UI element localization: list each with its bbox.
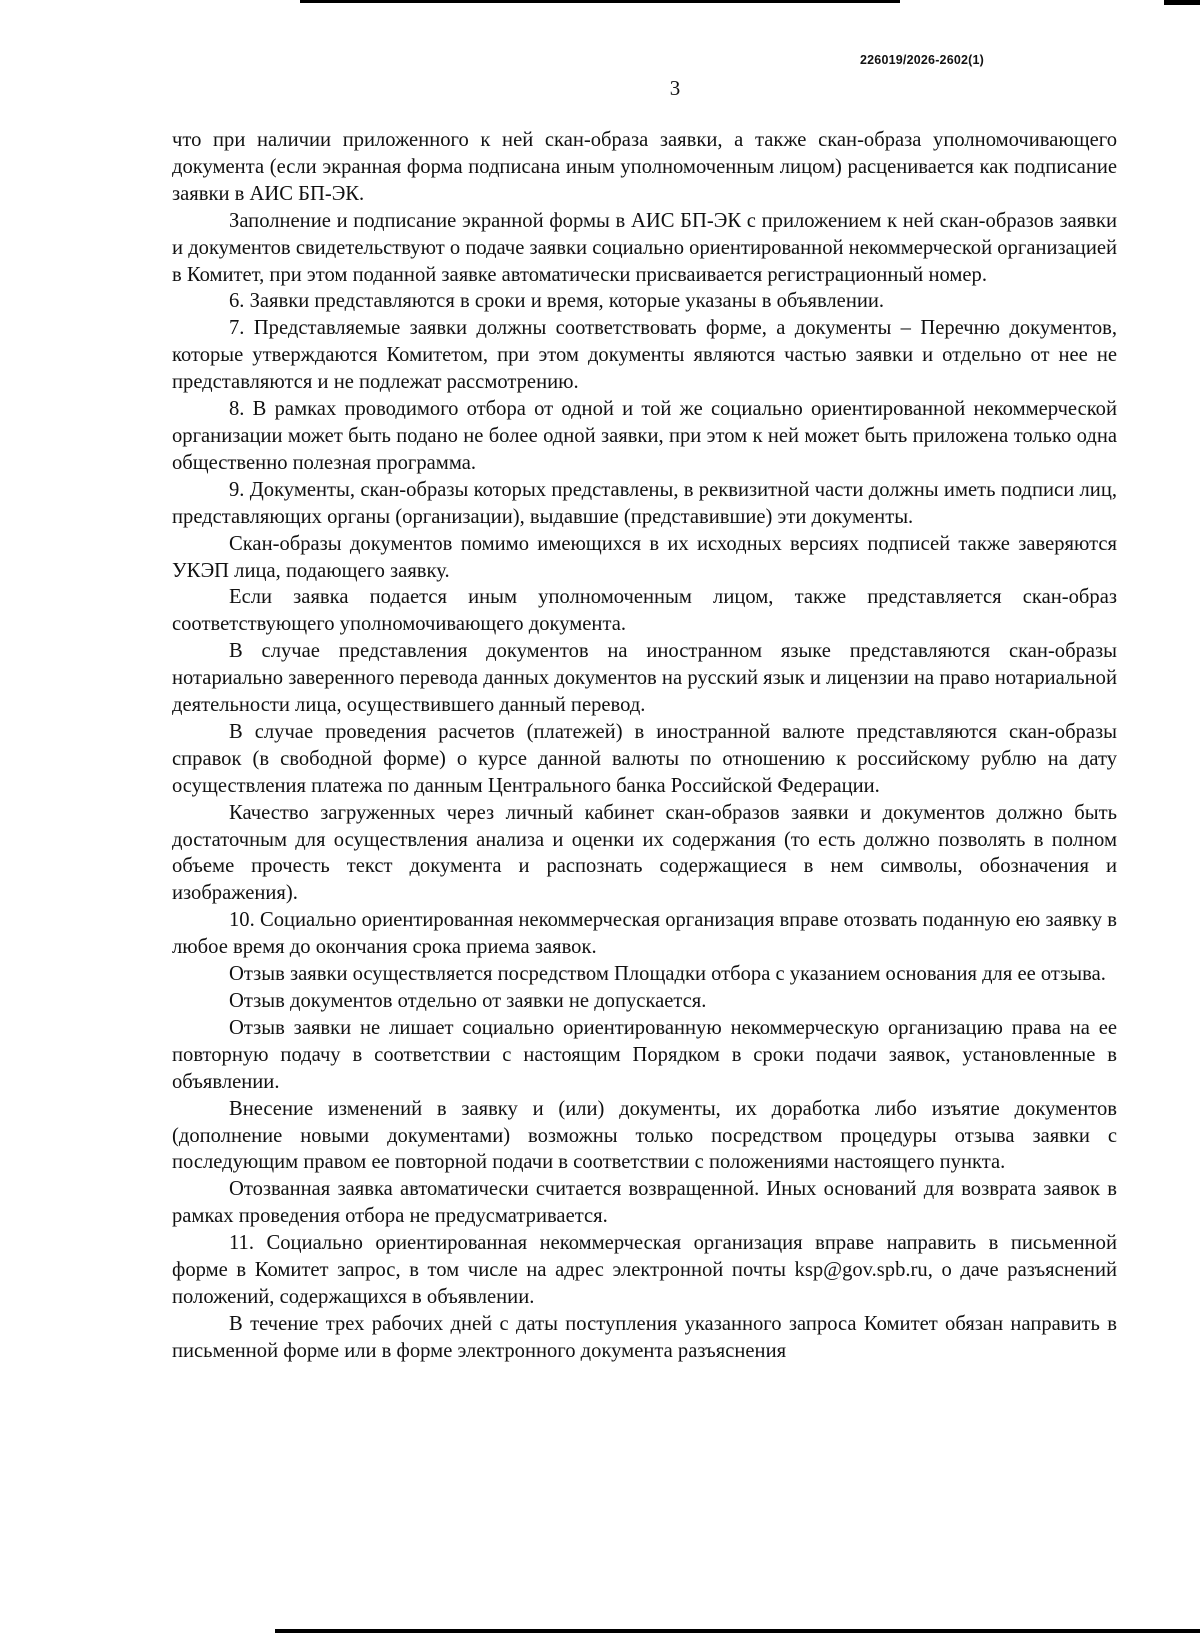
- paragraph-item-9: 9. Документы, скан-образы которых представлены, в реквизитной части должны иметь подписи лиц, представляющих органы (организации), выдавшие (представившие) эти документы.: [172, 478, 1117, 528]
- paragraph: Если заявка подается иным уполномоченным лицом, также представляется скан-образ соответствующего уполномочивающего документа.: [172, 586, 1117, 636]
- paragraph: Отзыв документов отдельно от заявки не допускается.: [229, 990, 707, 1012]
- paragraph: В случае проведения расчетов (платежей) в иностранной валюте представляются скан-образы справок (в свободной форме) о курсе данной валюты по отношению к российскому рублю на дату осуществления платежа по данным Центрального банка Российской Федерации.: [172, 720, 1117, 797]
- paragraph: Отзыв заявки не лишает социально ориентированную некоммерческую организацию права на ее повторную подачу в соответствии с настоящим Порядком в сроки подачи заявок, установленные в объявлении.: [172, 1016, 1117, 1093]
- paragraph-item-6: 6. Заявки представляются в сроки и время, которые указаны в объявлении.: [229, 290, 885, 313]
- paragraph: Скан-образы документов помимо имеющихся в их исходных версиях подписей также заверяются УКЭП лица, подающего заявку.: [172, 532, 1117, 582]
- paragraph: В случае представления документов на иностранном языке представляются скан-образы нотариально заверенного перевода данных документов на русский язык и лицензии на право нотариальной деятельности лица, осуществившего данный перевод.: [172, 640, 1117, 717]
- scan-corner-mark: [1164, 0, 1200, 5]
- paragraph: Внесение изменений в заявку и (или) документы, их доработка либо изъятие документов (дополнение новыми документами) возможны только посредством процедуры отзыва заявки с последующим правом ее повторной подачи в соответствии с положениями настоящего пункта.: [172, 1097, 1117, 1174]
- paragraph-item-7: 7. Представляемые заявки должны соответствовать форме, а документы – Перечню документов, которые утверждаются Комитетом, при этом документы являются частью заявки и отдельно от нее не представляются и не подлежат рассмотрению.: [172, 317, 1117, 394]
- paragraph-continuation: что при наличии приложенного к ней скан-образа заявки, а также скан-образа уполномочивающего документа (если экранная форма подписана иным уполномоченным лицом) расценивается как подписание заявки в АИС БП-ЭК.: [172, 129, 1117, 205]
- paragraph-item-11: 11. Социально ориентированная некоммерческая организация вправе направить в письменной форме в Комитет запрос, в том числе на адрес электронной почты ksp@gov.spb.ru, о даче разъяснений положений, содержащихся в объявлении.: [172, 1232, 1117, 1308]
- paragraph: Заполнение и подписание экранной формы в АИС БП-ЭК с приложением к ней скан-образов заявки и документов свидетельствуют о подаче заявки социально ориентированной некоммерческой организацией в Комитет, при этом поданной заявке автоматически присваивается регистрационный номер.: [172, 209, 1117, 286]
- paragraph: Отзыв заявки осуществляется посредством Площадки отбора с указанием основания для ее отзыва.: [229, 963, 1106, 986]
- document-body: [172, 127, 1117, 1365]
- paragraph: Качество загруженных через личный кабинет скан-образов заявки и документов должно быть достаточным для осуществления анализа и оценки их содержания (то есть должно позволять в полном объеме прочесть текст документа и распознать содержащиеся в нем символы, обозначения и изображения).: [172, 801, 1117, 905]
- page-number: 3: [669, 76, 681, 100]
- paragraph-item-10: 10. Социально ориентированная некоммерческая организация вправе отозвать поданную ею заявку в любое время до окончания срока приема заявок.: [172, 909, 1117, 959]
- paragraph: Отозванная заявка автоматически считается возвращенной. Иных оснований для возврата заявок в рамках проведения отбора не предусматривается.: [172, 1178, 1117, 1228]
- paragraph-item-8: 8. В рамках проводимого отбора от одной и той же социально ориентированной некоммерческой организации может быть подано не более одной заявки, при этом к ней может быть приложена только одна общественно полезная программа.: [172, 398, 1117, 474]
- scan-top-edge: [300, 0, 900, 3]
- document-id: 226019/2026-2602(1): [860, 53, 985, 67]
- paragraph: В течение трех рабочих дней с даты поступления указанного запроса Комитет обязан направить в письменной форме или в форме электронного документа разъяснения: [172, 1312, 1117, 1362]
- scan-bottom-edge: [275, 1629, 1200, 1633]
